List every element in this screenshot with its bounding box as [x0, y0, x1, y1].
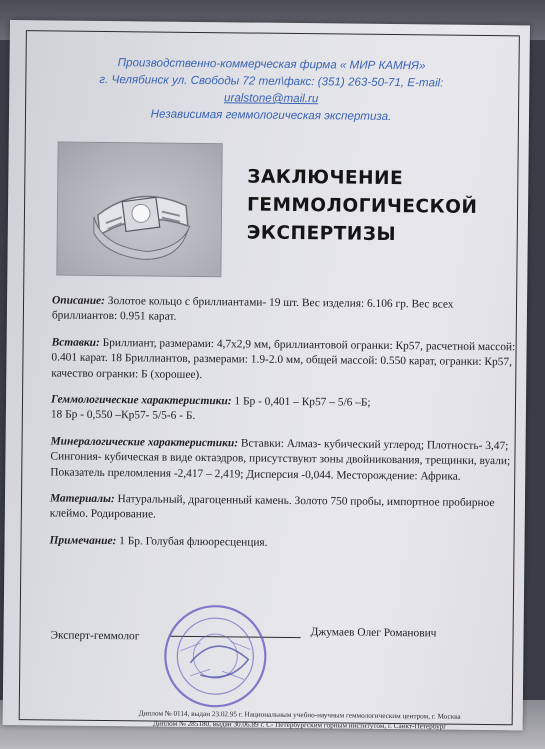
- title-line-1: ЗАКЛЮЧЕНИЕ: [247, 166, 404, 190]
- gemological-text-1: 1 Бр - 0,401 – Кр57 – 5/6 –Б;: [231, 395, 371, 409]
- title-line-3: ЭКСПЕРТИЗЫ: [246, 222, 397, 246]
- expert-role: Эксперт-геммолог: [50, 629, 140, 643]
- company-tagline: Независимая геммологическая экспертиза.: [150, 107, 392, 123]
- gemological-text-2: 18 Бр - 0,550 –Кр57- 5/5-6 - Б.: [50, 408, 196, 423]
- materials-label: Материалы:: [49, 492, 115, 506]
- mineralogical-text: Вставки: Алмаз- кубический углерод; Плотность- 3,47; Сингония- кубическая в виде октаэдров, присутствуют зоны двойникования, трещинки, вуали; Показатель преломления -2,417 – 2,419; Дисперсия -0,044. Месторождение: Африка.: [50, 437, 511, 483]
- note-text: 1 Бр. Голубая флюоресценция.: [116, 535, 268, 549]
- official-stamp: [160, 601, 271, 712]
- gemological-label: Геммологические характеристики:: [50, 393, 232, 408]
- ring-photo: [56, 142, 222, 278]
- document-title: [247, 163, 528, 250]
- description-section: [52, 293, 520, 329]
- mineralogical-label: Минералогические характеристики:: [50, 435, 239, 450]
- company-email: uralstone@mail.ru: [223, 91, 319, 106]
- inserts-text: Бриллиант, размерами: 4,7х2,9 мм, бриллиантовой огранки: Кр57, расчетной массой: 0.401 карат. 18 Бриллиантов, размерами: 1.9-2.0 мм, общей массой: 0.550 карат, огранки: Кр57, качество огранки: Б (хорошее).: [51, 336, 516, 381]
- mineralogical-section: [50, 434, 518, 485]
- company-address: г. Челябинск ул. Свободы 72 тел\факс: (351) 263-50-71, E-mail:: [99, 72, 444, 90]
- footer-diploma-2: Диплом № 285180, выдан 30.06.89 г. С- Петербургским горным институтом, г. Санкт-Петербург: [152, 719, 447, 731]
- expert-name: Джумаев Олег Романович: [310, 626, 437, 640]
- inserts-label: Вставки:: [51, 336, 100, 349]
- description-label: Описание:: [52, 294, 106, 308]
- description-text: Золотое кольцо с бриллиантами- 19 шт. Вес изделия: 6.106 гр. Вес всех бриллиантов: 0.951 карат.: [51, 295, 454, 324]
- certificate-body: [49, 293, 520, 564]
- certificate-frame: [19, 30, 520, 731]
- certificate-paper: [3, 20, 530, 730]
- company-header: [46, 53, 497, 126]
- note-section: [49, 533, 517, 553]
- note-label: Примечание:: [49, 534, 117, 548]
- gemological-section: [51, 392, 519, 428]
- footer-diploma-1: Диплом № 0114, выдан 23.02.95 г. Национальным учебно-научным геммологическим центром, г. Москва: [138, 709, 461, 721]
- inserts-section: [51, 335, 519, 386]
- materials-section: [50, 492, 518, 528]
- title-line-2: ГЕММОЛОГИЧЕСКОЙ: [246, 194, 478, 218]
- company-name: Производственно-коммерческая фирма « МИР КАМНЯ»: [117, 56, 426, 73]
- materials-text: Натуральный, драгоценный камень. Золото 750 пробы, импортное пробирное клеймо. Родирование.: [49, 493, 495, 522]
